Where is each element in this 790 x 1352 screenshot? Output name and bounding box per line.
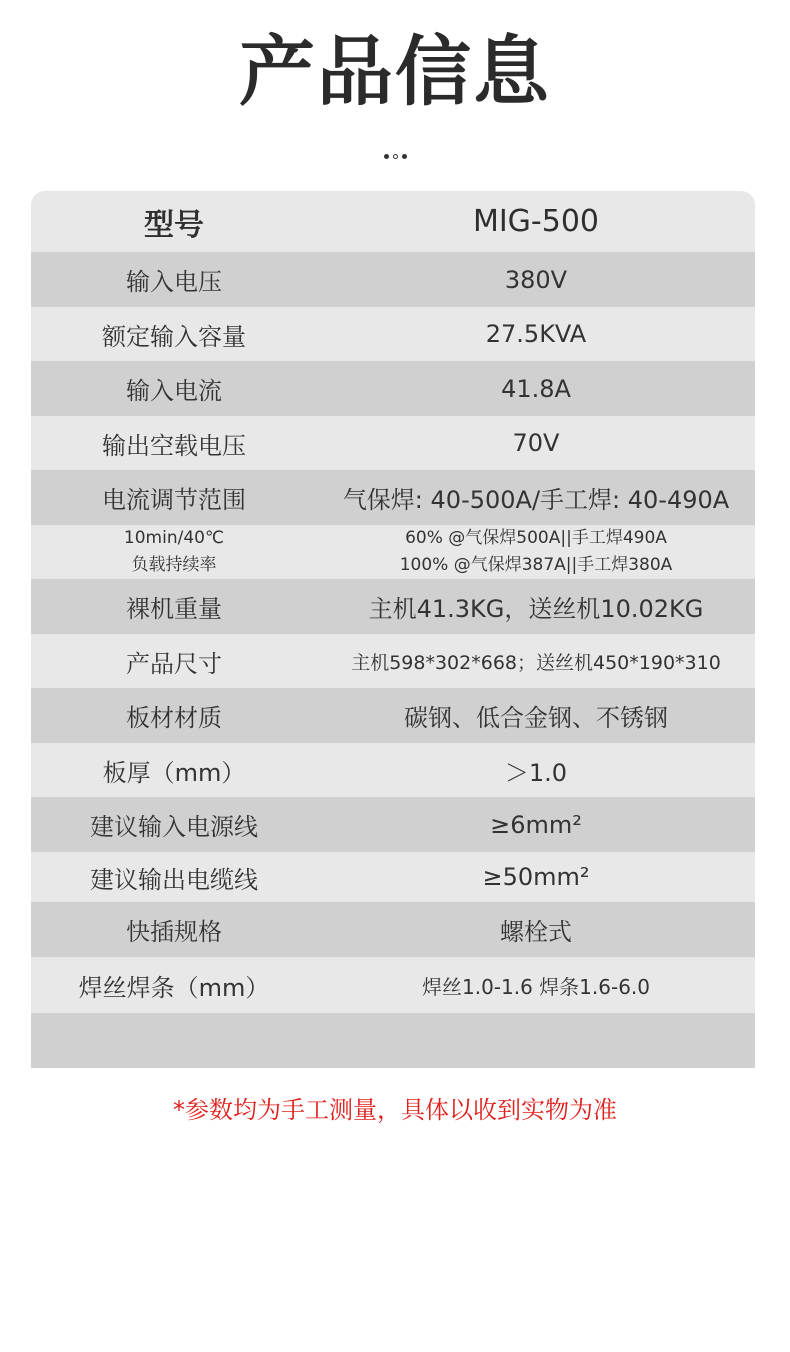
row-label [31, 525, 317, 579]
table-row [31, 957, 755, 1013]
row-label: 产品尺寸 [126, 649, 222, 678]
row-value-line: 60% @气保焊500A||手工焊490A [405, 528, 667, 548]
spec-table [31, 191, 755, 1068]
table-row [31, 307, 755, 361]
row-label: 电流调节范围 [102, 486, 246, 514]
row-value: 焊丝1.0-1.6 焊条1.6-6.0 [421, 974, 651, 999]
row-value: 70V [512, 429, 560, 457]
decorative-dots [0, 154, 790, 159]
row-label: 建议输入电源线 [90, 813, 258, 841]
table-row [31, 797, 755, 852]
row-label-line: 负载持续率 [131, 555, 217, 575]
table-row [31, 852, 755, 902]
disclaimer-note: *参数均为手工测量，具体以收到实物为准 [173, 1096, 617, 1124]
row-value: 螺栓式 [500, 918, 572, 946]
row-value: ≥50mm² [482, 863, 590, 891]
table-row-empty [31, 1013, 755, 1068]
row-value: 380V [504, 265, 568, 294]
row-label: 输入电流 [126, 377, 222, 405]
row-label: 板材材质 [126, 704, 222, 732]
table-row [31, 470, 755, 525]
row-label: 输入电压 [126, 268, 222, 296]
row-value: 主机41.3KG，送丝机10.02KG [368, 595, 704, 623]
row-value [317, 525, 755, 579]
table-row [31, 688, 755, 743]
model-label: 型号 [144, 207, 204, 243]
model-value: MIG-500 [472, 204, 600, 239]
row-value: 碳钢、低合金钢、不锈钢 [404, 704, 668, 732]
table-row [31, 579, 755, 634]
dot-icon [402, 154, 407, 159]
row-label: 焊丝焊条（mm） [78, 973, 270, 1002]
row-label-line: 10min/40℃ [123, 528, 225, 548]
dot-icon [384, 154, 389, 159]
row-label: 裸机重量 [126, 595, 222, 623]
table-row [31, 361, 755, 416]
row-label: 建议输出电缆线 [90, 865, 258, 894]
row-value-line: 100% @气保焊387A||手工焊380A [399, 555, 673, 575]
row-value: ＞1.0 [504, 758, 568, 787]
table-row [31, 525, 755, 579]
page-title: 产品信息 [239, 27, 551, 116]
table-row [31, 743, 755, 797]
row-value: 气保焊: 40-500A/手工焊: 40-490A [342, 486, 730, 514]
table-row [31, 416, 755, 470]
row-value: ≥6mm² [490, 810, 582, 839]
row-label: 板厚（mm） [102, 758, 246, 787]
row-value: 27.5KVA [485, 320, 587, 348]
row-value: 41.8A [501, 374, 571, 403]
table-row [31, 252, 755, 307]
table-row [31, 634, 755, 688]
dot-icon [393, 154, 398, 159]
row-label: 额定输入容量 [102, 322, 246, 351]
row-label: 快插规格 [126, 918, 222, 946]
table-row [31, 902, 755, 957]
table-header-row [31, 191, 755, 252]
row-label: 输出空载电压 [102, 431, 246, 460]
row-value: 主机598*302*668；送丝机450*190*310 [351, 651, 721, 674]
